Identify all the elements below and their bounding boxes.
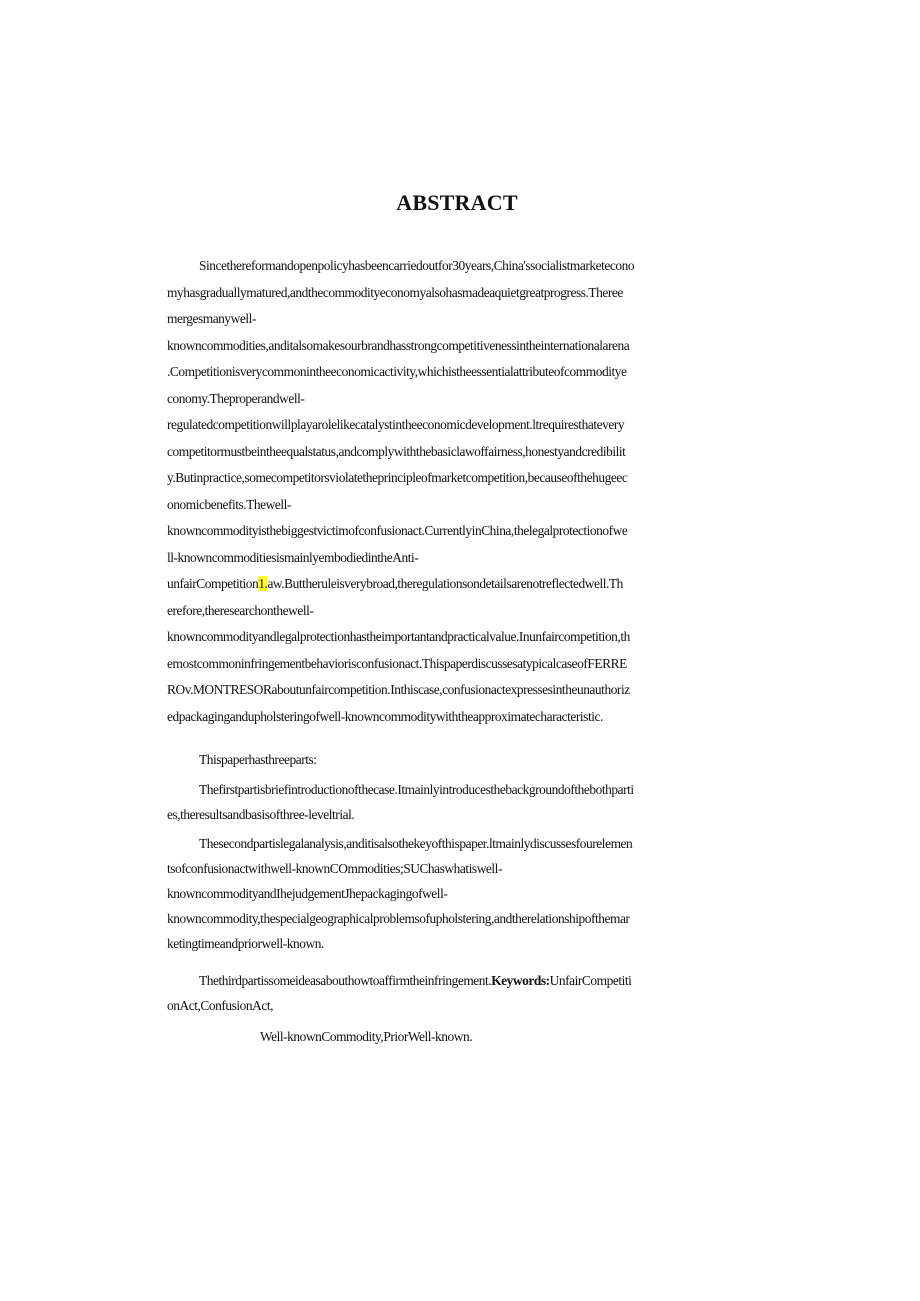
text-line: tsofconfusionactwithwell-knownCOmmodities;SUChaswhatiswell- xyxy=(167,861,502,876)
text-line: .Competitionisverycommonintheeconomicactivity,whichistheessentialattributeofcommoditye xyxy=(167,364,627,379)
text-line: conomy.Theproperandwell- xyxy=(167,390,305,406)
text-line: erefore,theresearchonthewell- xyxy=(167,602,314,618)
paragraph-first-part xyxy=(167,777,747,827)
text-line: myhasgraduallymatured,andthecommodityeconomyalsohasmadeaquietgreatprogress.Theree xyxy=(167,284,623,300)
text-line: knowncommodityandIhejudgementJhepackagingofwell- xyxy=(167,886,448,901)
text-span: aw.Buttheruleisverybroad,theregulationsondetailsarenotreflectedwell.Th xyxy=(267,576,623,591)
text-line: regulatedcompetitionwillplayarolelikecatalystintheeconomicdevelopment.ltrequiresthatevery xyxy=(167,417,625,432)
text-line xyxy=(167,968,747,993)
keywords-continuation: Well-knownCommodity,PriorWell-known. xyxy=(260,1029,473,1044)
abstract-title: ABSTRACT xyxy=(396,190,518,215)
text-line: knowncommodityisthebiggestvictimofconfusionact.CurrentlyinChina,thelegalprotectionofwe xyxy=(167,523,628,538)
text-line: ROv.MONTRESORaboutunfaircompetition.Inthiscase,confusionactexpressesintheunauthoriz xyxy=(167,682,630,697)
paragraph-third-part xyxy=(167,968,747,1018)
keywords-text: onAct,ConfusionAct, xyxy=(167,998,274,1013)
text-line: Sincethereformandopenpolicyhasbeencarriedoutfor30years,China'ssocialistmarketecono xyxy=(199,258,635,273)
text-line: Thesecondpartislegalanalysis,anditisalsothekeyofthispaper.ltmainlydiscussesfourelemen xyxy=(199,836,633,851)
paragraph-second-part xyxy=(167,831,747,956)
highlighted-text: 1. xyxy=(258,576,268,591)
paragraph-parts-intro xyxy=(167,747,747,772)
text-line: competitormustbeintheequalstatus,andcomplywiththebasiclawoffairness,honestyandcredibilit xyxy=(167,443,626,459)
text-line: ketingtimeandpriorwell-known. xyxy=(167,936,324,951)
text-line: Thispaperhasthreeparts: xyxy=(199,752,317,767)
text-line: Thefirstpartisbriefintroductionofthecase.Itmainlyintroducesthebackgroundofthebothparti xyxy=(199,782,634,797)
text-line: knowncommodity,thespecialgeographicalproblemsofupholstering,andtherelationshipofthemar xyxy=(167,911,630,926)
text-line xyxy=(167,571,747,598)
text-line: emostcommoninfringementbehaviorisconfusionact.ThispaperdiscussesatypicalcaseofFERRE xyxy=(167,655,627,671)
keywords-text: UnfairCompetiti xyxy=(549,973,632,988)
text-span: unfairCompetition xyxy=(167,576,259,591)
text-line: knowncommodities,anditalsomakesourbrandhasstrongcompetitivenessintheinternationalarena xyxy=(167,337,630,353)
text-line: mergesmanywell- xyxy=(167,311,256,326)
paragraph-intro xyxy=(167,253,747,730)
text-line: knowncommodityandlegalprotectionhastheimportantandpracticalvalue.Inunfaircompetition,th xyxy=(167,629,630,644)
text-span: Thethirdpartissomeideasabouthowtoaffirmtheinfringement. xyxy=(199,973,492,988)
keywords-label: Keywords: xyxy=(491,973,550,988)
text-line: edpackagingandupholsteringofwell-knowncommoditywiththeapproximatecharacteristic. xyxy=(167,708,603,724)
text-line: ll-knowncommoditiesismainlyembodiedintheAnti- xyxy=(167,549,419,565)
text-line: onomicbenefits.Thewell- xyxy=(167,496,291,512)
text-line: es,theresultsandbasisofthree-leveltrial. xyxy=(167,807,355,822)
text-line: y.Butinpractice,somecompetitorsviolatetheprincipleofmarketcompetition,becauseofthehugeec xyxy=(167,470,628,485)
